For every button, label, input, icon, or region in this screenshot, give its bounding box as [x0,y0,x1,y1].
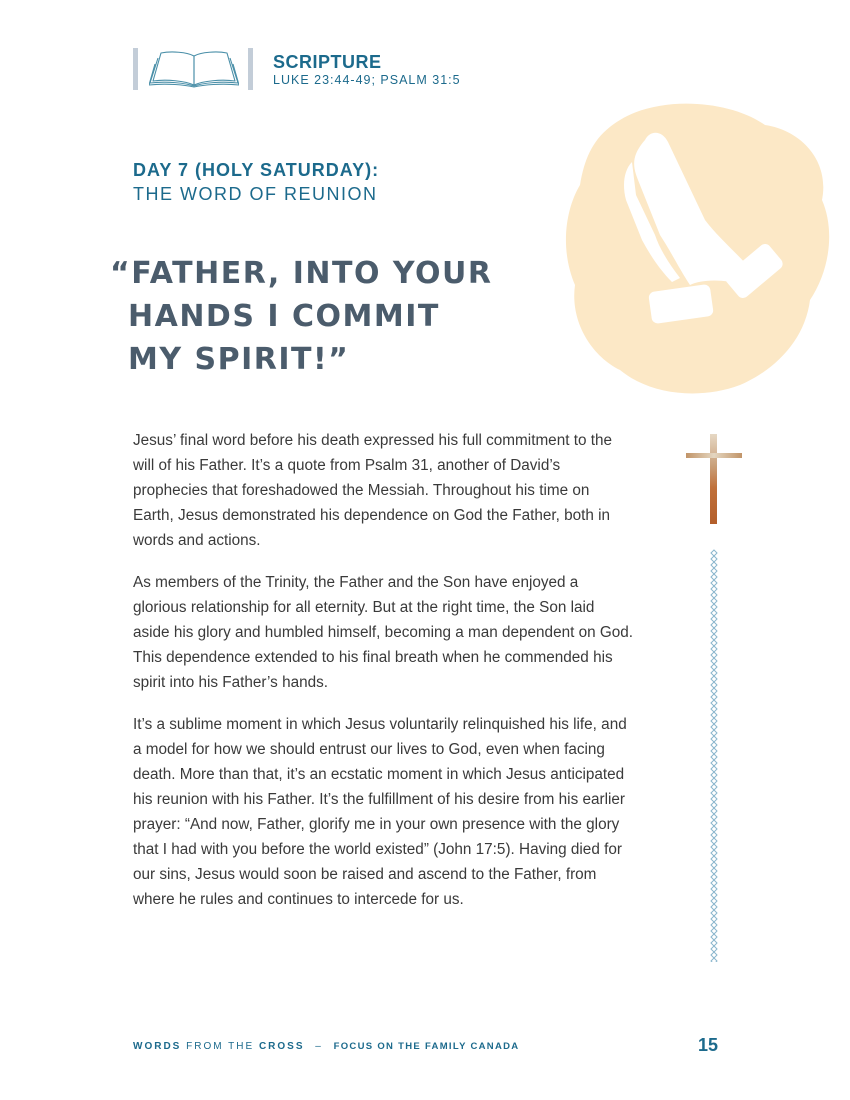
quote-line: HANDS I COMMIT [128,299,440,334]
chain-link [711,748,717,754]
scripture-header [133,48,533,92]
chain-link [711,796,717,802]
chain-link [711,694,717,700]
chain-link [711,814,717,820]
chain-link [711,640,717,646]
chain-link [711,736,717,742]
chain-link [711,850,717,856]
chain-link [711,652,717,658]
chain-divider [708,548,720,962]
chain-link [711,658,717,664]
chain-link [711,766,717,772]
chain-link [711,586,717,592]
chain-link [711,628,717,634]
chain-link [711,646,717,652]
footer-cross: CROSS [258,1041,305,1052]
chain-link [711,856,717,862]
scripture-reference: LUKE 23:44-49; PSALM 31:5 [273,73,461,87]
chain-link [711,754,717,760]
chain-link [711,784,717,790]
body-text [133,428,633,929]
chain-link [711,610,717,616]
paragraph: Jesus’ final word before his death expressed his full commitment to the will of his Father. It’s a quote from Psalm 31, another of David’s prophecies that foreshadowed the Messiah. Throughout his time on Earth, Jesus demonstrated his dependence on God the Father, both in words and actions. [133,432,612,549]
chain-link [711,808,717,814]
quote-line: MY SPIRIT!” [128,342,350,377]
footer-words: WORDS [133,1041,182,1052]
chain-link [711,712,717,718]
divider-bar-right [248,48,253,90]
chain-link [711,910,717,916]
footer-title [133,1041,519,1052]
footer-from-the: FROM THE [186,1041,255,1052]
chain-link [711,574,717,580]
paragraph: It’s a sublime moment in which Jesus voluntarily relinquished his life, and a model for how we should entrust our lives to God, even when facing death. More than that, it’s an ecstatic moment in which Jesus anticipated his reunion with his Father. It’s the fulfillment of his desire from his earlier prayer: “And now, Father, glorify me in your own presence with the glory that I had with you before the world existed” (John 17:5). Having died for our sins, Jesus would soon be raised and ascend to the Father, from where he rules and continues to intercede for us. [133,716,627,908]
footer-separator: – [315,1041,323,1052]
day-subtitle: THE WORD OF REUNION [133,184,378,204]
chain-link [711,700,717,706]
chain-link [711,718,717,724]
chain-link [711,898,717,904]
quote-line: “FATHER, INTO YOUR [110,256,493,291]
chain-link [711,868,717,874]
chain-link [711,562,717,568]
chain-link [711,826,717,832]
chain-link [711,802,717,808]
chain-link [711,598,717,604]
praying-hands-icon [560,100,840,400]
chain-link [711,862,717,868]
chain-link [711,676,717,682]
chain-link [711,844,717,850]
chain-link [711,682,717,688]
footer-organization: FOCUS ON THE FAMILY CANADA [333,1041,520,1052]
chain-link [711,550,717,556]
chain-link [711,730,717,736]
chain-link [711,592,717,598]
chain-link [711,790,717,796]
chain-link [711,922,717,928]
chain-link [711,622,717,628]
page-number: 15 [697,1035,718,1055]
footer [133,1035,723,1058]
chain-link [711,958,717,962]
chain-link [711,556,717,562]
chain-link [711,916,717,922]
chain-link [711,760,717,766]
day-title [133,158,379,206]
scripture-label: SCRIPTURE [273,52,382,72]
chain-link [711,946,717,952]
chain-link [711,904,717,910]
chain-link [711,874,717,880]
chain-link [711,688,717,694]
chain-link [711,940,717,946]
chain-link [711,616,717,622]
chain-link [711,838,717,844]
chain-link [711,928,717,934]
open-book-icon [149,50,239,88]
chain-link [711,706,717,712]
pull-quote [110,252,530,381]
chain-link [711,934,717,940]
divider-bar-left [133,48,138,90]
chain-link [711,742,717,748]
chain-link [711,952,717,958]
chain-link [711,634,717,640]
chain-link [711,886,717,892]
chain-link [711,664,717,670]
chain-link [711,880,717,886]
day-label: DAY 7 (HOLY SATURDAY): [133,160,380,180]
chain-link [711,604,717,610]
chain-link [711,892,717,898]
chain-link [711,670,717,676]
cross-icon [684,430,744,526]
chain-link [711,772,717,778]
chain-link [711,832,717,838]
chain-link [711,568,717,574]
chain-link [711,724,717,730]
paragraph: As members of the Trinity, the Father and the Son have enjoyed a glorious relationship for all eternity. But at the right time, the Son laid aside his glory and humbled himself, becoming a man dependent on God. This dependence extended to his final breath when he commended his spirit into his Father’s hands. [133,574,634,691]
chain-link [711,820,717,826]
chain-link [711,778,717,784]
chain-link [711,580,717,586]
